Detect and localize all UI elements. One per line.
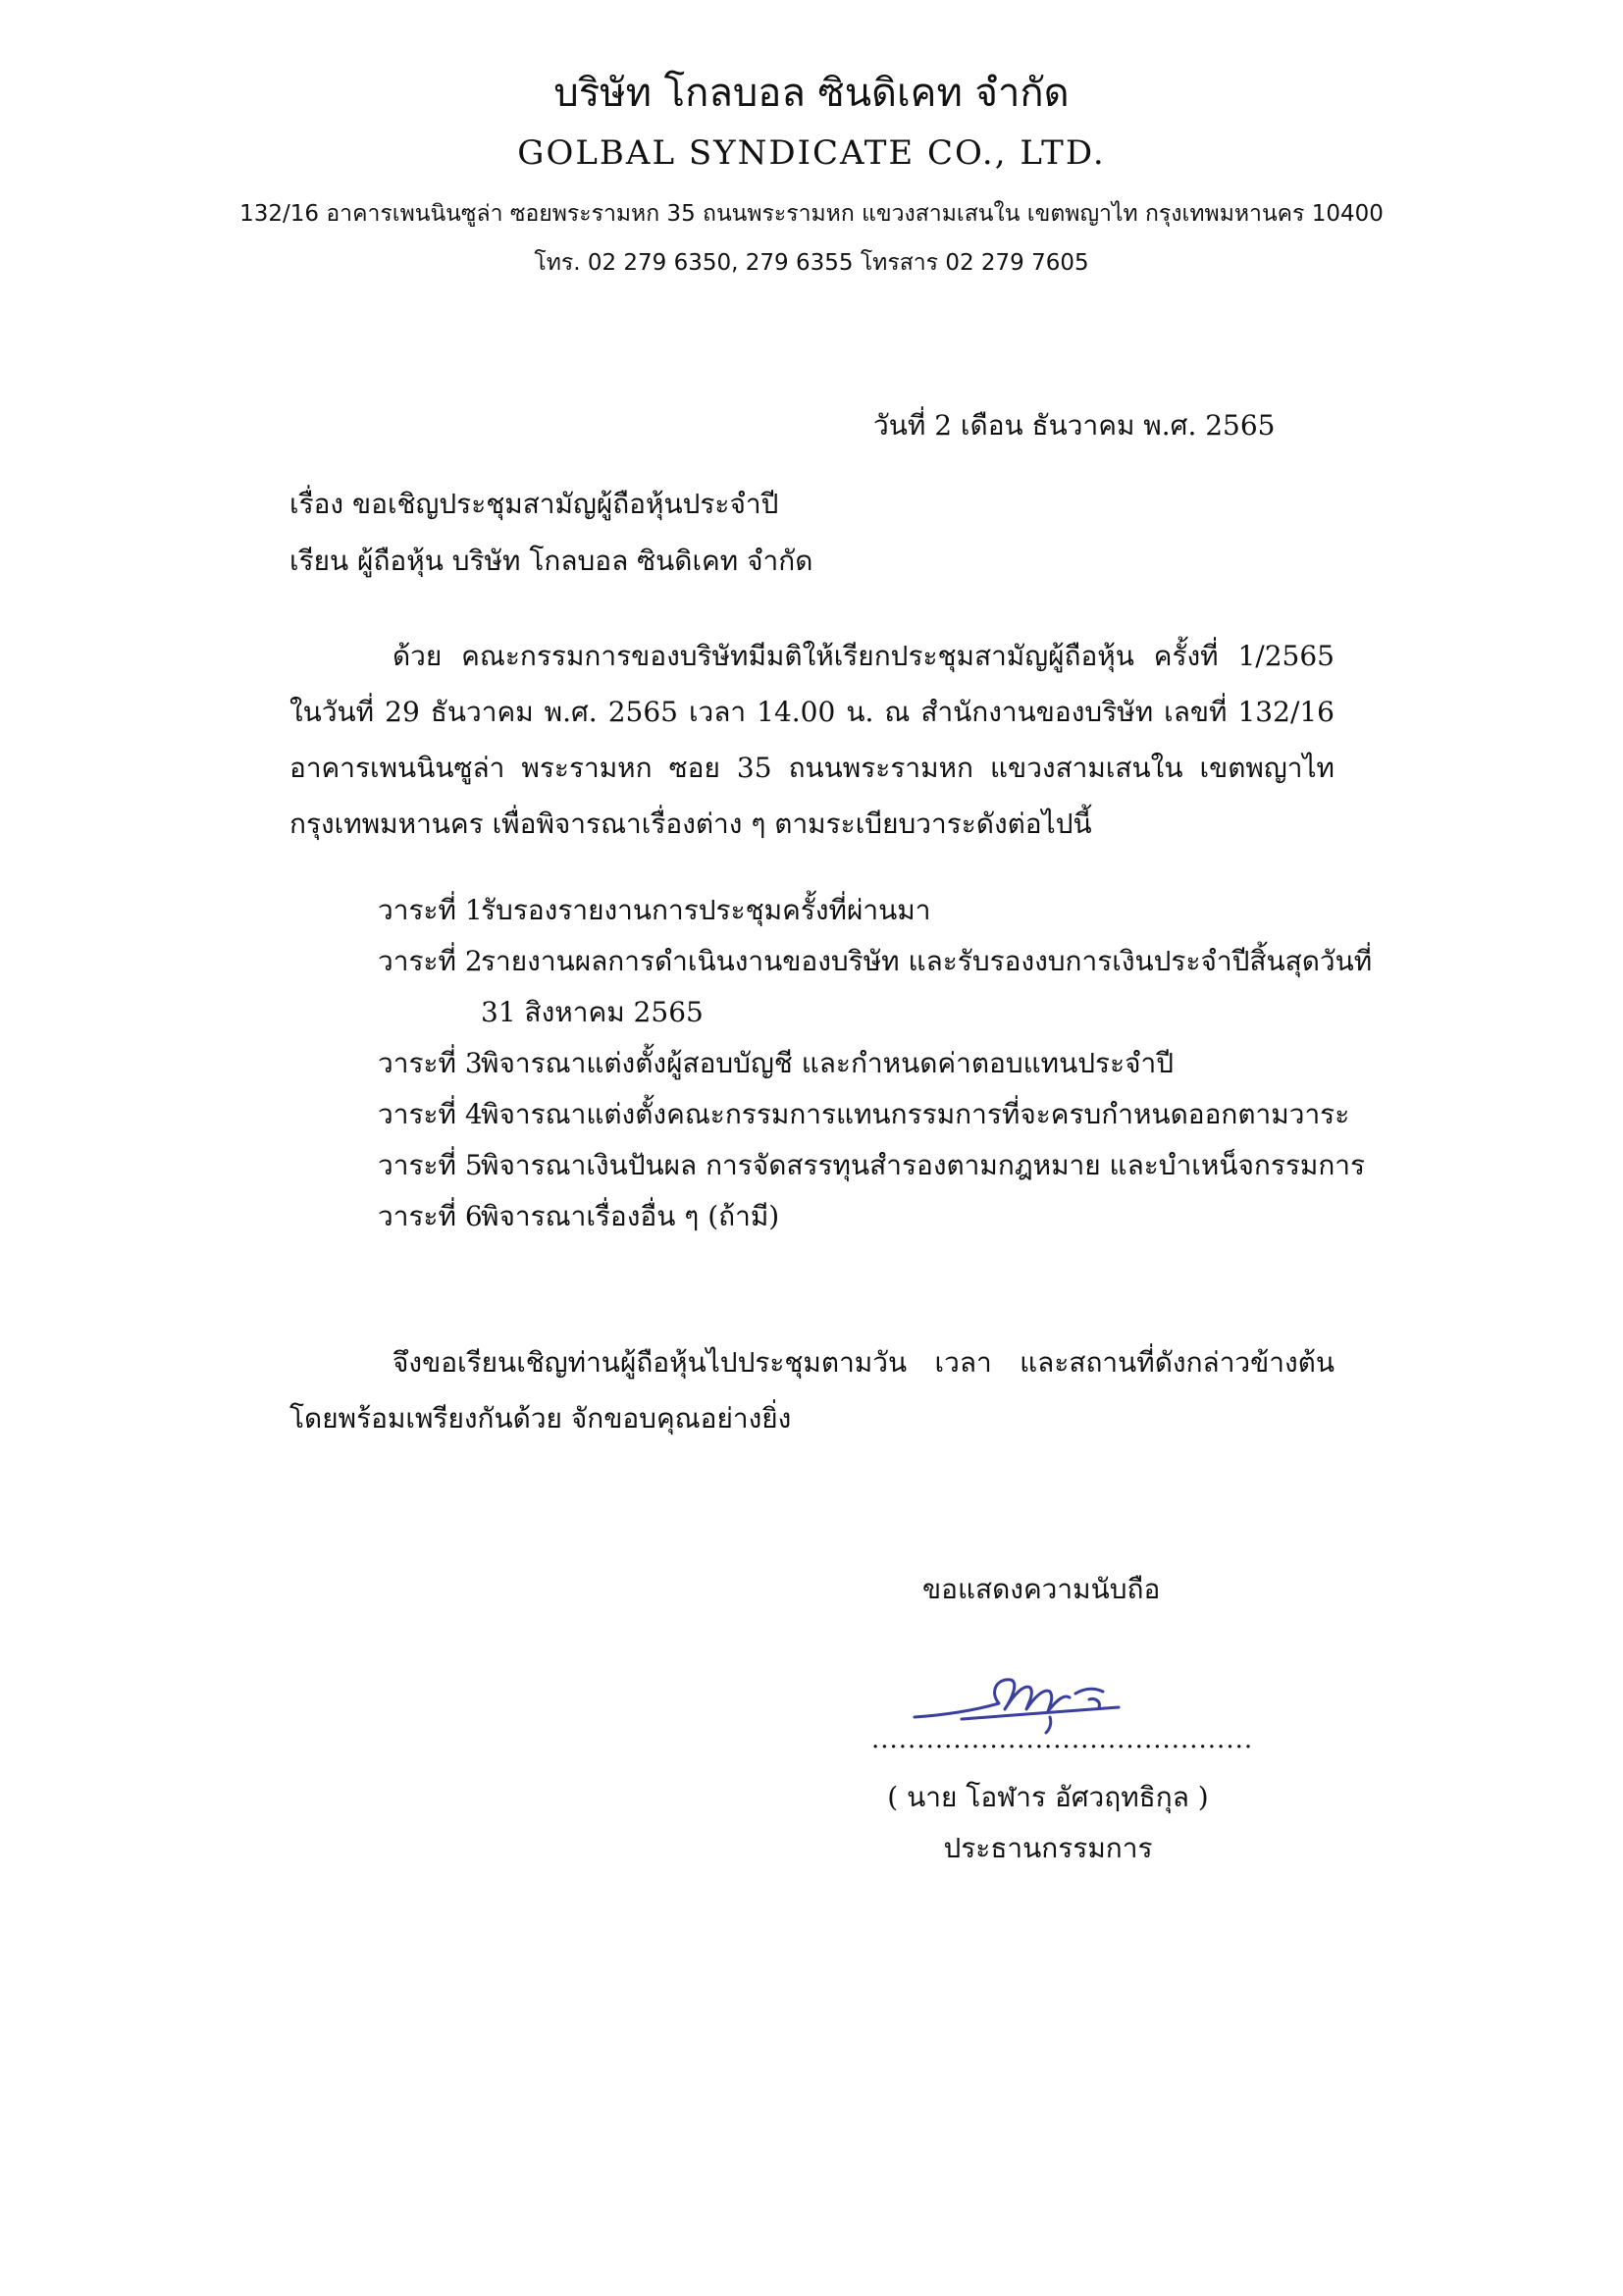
agenda-item [378, 1191, 1372, 1242]
agenda-item-label: วาระที่ 3 [378, 1047, 483, 1079]
agenda-item-label: วาระที่ 5 [378, 1149, 483, 1181]
company-name-english: GOLBAL SYNDICATE CO., LTD. [517, 133, 1106, 173]
agenda-item-label: วาระที่ 1 [378, 894, 483, 926]
agenda-item-continuation: 31 สิงหาคม 2565 [481, 996, 704, 1028]
agenda-item-label: วาระที่ 6 [378, 1200, 483, 1232]
agenda-item [378, 1140, 1372, 1191]
agenda-item-text: รับรองรายงานการประชุมครั้งที่ผ่านมา [481, 894, 931, 926]
agenda-item [378, 936, 1372, 987]
company-address: 132/16 อาคารเพนนินซูล่า ซอยพระรามหก 35 ถนนพระรามหก แขวงสามเสนใน เขตพญาไท กรุงเทพมหานคร 10400 [239, 201, 1384, 227]
letter-subject: เรื่อง ขอเชิญประชุมสามัญผู้ถือหุ้นประจำปี [289, 488, 779, 520]
agenda-item-text: พิจารณาเงินปันผล การจัดสรรทุนสำรองตามกฎหมาย และบำเหน็จกรรมการ [481, 1149, 1366, 1181]
agenda-item [378, 1089, 1372, 1140]
agenda-item-text: พิจารณาแต่งตั้งผู้สอบบัญชี และกำหนดค่าตอบแทนประจำปี [481, 1047, 1175, 1079]
signature-line: .......................................... [871, 1725, 1254, 1754]
agenda-item [378, 1038, 1372, 1089]
letter-date: วันที่ 2 เดือน ธันวาคม พ.ศ. 2565 [873, 409, 1276, 442]
agenda-item-label: วาระที่ 4 [378, 1098, 483, 1130]
intro-paragraph [289, 628, 1335, 852]
agenda-item-text: พิจารณาแต่งตั้งคณะกรรมการแทนกรรมการที่จะครบกำหนดออกตามวาระ [481, 1098, 1350, 1130]
signatory-name: ( นาย โอฬาร อัศวฤทธิกุล ) [887, 1781, 1209, 1813]
agenda-item [378, 885, 1372, 936]
sign-off: ขอแสดงความนับถือ [922, 1573, 1161, 1605]
agenda-list [378, 885, 1372, 1242]
letter-recipient: เรียน ผู้ถือหุ้น บริษัท โกลบอล ซินดิเคท จำกัด [289, 545, 813, 577]
intro-paragraph-text: ด้วย คณะกรรมการของบริษัทมีมติให้เรียกประชุมสามัญผู้ถือหุ้น ครั้งที่ 1/2565 ในวันที่ 29 ธันวาคม พ.ศ. 2565 เวลา 14.00 น. ณ สำนักงานของบริษัท เลขที่ 132/16 อาคารเพนนินซูล่า พระรามหก ซอย 35 ถนนพระรามหก แขวงสามเสนใน เขตพญาไท กรุงเทพมหานคร เพื่อพิจารณาเรื่องต่าง ๆ ตามระเบียบวาระดังต่อไปนี้ [289, 640, 1335, 840]
closing-paragraph [289, 1334, 1335, 1446]
agenda-item-label: วาระที่ 2 [378, 945, 483, 977]
agenda-item-text: รายงานผลการดำเนินงานของบริษัท และรับรองงบการเงินประจำปีสิ้นสุดวันที่ [481, 945, 1373, 977]
company-contact: โทร. 02 279 6350, 279 6355 โทรสาร 02 279 7605 [534, 250, 1089, 276]
signatory-title: ประธานกรรมการ [943, 1832, 1153, 1864]
closing-paragraph-text: จึงขอเรียนเชิญท่านผู้ถือหุ้นไปประชุมตามวัน เวลา และสถานที่ดังกล่าวข้างต้นโดยพร้อมเพรียงกันด้วย จักขอบคุณอย่างยิ่ง [289, 1346, 1335, 1435]
agenda-item-text: พิจารณาเรื่องอื่น ๆ (ถ้ามี) [481, 1200, 780, 1232]
company-name-thai: บริษัท โกลบอล ซินดิเคท จำกัด [553, 71, 1070, 116]
